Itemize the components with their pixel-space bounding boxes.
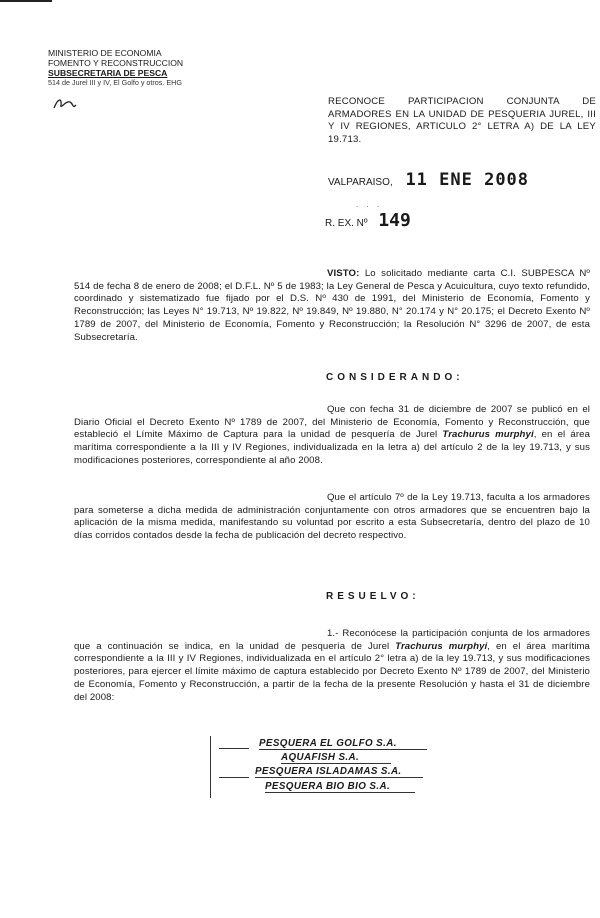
company-item [259, 738, 427, 749]
fill-rule [219, 748, 249, 749]
species-name: Trachurus murphyi [395, 640, 488, 652]
company-name: AQUAFISH S.A. [281, 752, 360, 763]
resuelvo-heading: RESUELVO: [326, 591, 420, 602]
company-item [265, 781, 415, 792]
place-date-row [328, 170, 529, 194]
considerando-p1-text-a: Que con fecha 31 de diciembre de 2007 se publicó en el Diario Oficial el Decreto Exento Nº 1789 de 2007, del Ministerio de Economía, Fomento y Reconstrucción, que estableció el Límite Máximo de Captura para la unidad de pesquería de Jurel [74, 404, 590, 441]
date-stamp: 11 ENE 2008 [405, 170, 530, 190]
visto-paragraph [74, 268, 590, 344]
dotted-mark: . . . [356, 200, 383, 209]
visto-text: Lo solicitado mediante carta C.I. SUBPESCA Nº 514 de fecha 8 de enero de 2008; el D.F.L. Nº 5 de 1983; la Ley General de Pesca y Acuicultura, cuyo texto refundido, coordinado y sistematizado fue fijado por el D.S. Nº 430 de 1991, del Ministerio de Economía, Fomento y Reconstrucción; las Leyes N° 19.713, Nº 19.822, Nº 19.849, Nº 19.880, N° 20.174 y N° 20.175; el Decreto Exento Nº 1789 de 2007, del Ministerio de Economía, Fomento y Reconstrucción; la Resolución N° 3296 de 2007, de esta Subsecretaría. [74, 268, 590, 343]
company-item [255, 766, 423, 777]
resuelvo-paragraph-1 [74, 628, 590, 704]
document-subject: RECONOCE PARTICIPACION CONJUNTA DE ARMADORES EN LA UNIDAD DE PESQUERIA JUREL, III Y IV REGIONES, ARTICULO 2° LETRA A) DE LA LEY 19.713. [328, 96, 596, 145]
company-name: PESQUERA ISLADAMAS S.A. [255, 766, 402, 777]
considerando-p1-text-b: , en el área marítima correspondiente a la III y IV Regiones, individualizada en la letra a) del artículo 2 de la ley 19.713, y sus modificaciones posteriores, correspondiente al año 2008. [74, 429, 591, 466]
company-list [210, 736, 439, 798]
resolution-number-row [325, 210, 411, 231]
visto-label: VISTO: [327, 268, 360, 279]
letterhead-ministry: MINISTERIO DE ECONOMIA [48, 48, 162, 58]
species-name: Trachurus murphyi [442, 429, 534, 441]
fill-rule [219, 777, 249, 778]
considerando-paragraph-1 [74, 404, 590, 468]
letterhead-reference: 514 de Jurel III y IV, El Golfo y otros. EHG [48, 78, 182, 87]
letterhead-subsecretaria: SUBSECRETARIA DE PESCA [48, 68, 168, 78]
place-city: VALPARAISO, [328, 177, 393, 188]
letterhead-ministry-cont: FOMENTO Y RECONSTRUCCION [48, 58, 184, 68]
resuelvo-p1-text-b: , en el área marítima correspondiente a la III y IV Regiones, individualizada en el artículo 2° letra a) de la ley 19.713, y sus modificaciones posteriores, para ejercer el límite máximo de captura establecido por Decreto Exento Nº 1789 de 2007, del Ministerio de Economía, Fomento y Reconstrucción, a partir de la fecha de la presente Resolución y hasta el 31 de diciembre del 2008: [74, 640, 590, 703]
resuelvo-p1-text-a: 1.- Reconócese la participación conjunta de los armadores que a continuación se indica, en la unidad de pesquería de Jurel [74, 628, 590, 652]
handwritten-initials [52, 96, 78, 112]
considerando-paragraph-2: Que el artículo 7º de la Ley 19.713, faculta a los armadores para someterse a dicha medida de administración conjuntamente con otros armadores que se encuentren bajo la aplicación de la misma medida, manifestando su voluntad por escrito a esta Subsecretaría, dentro del plazo de 10 días corridos contados desde la fecha de publicación del decreto respectivo. [74, 492, 590, 542]
company-name: PESQUERA BIO BIO S.A. [265, 781, 391, 792]
considerando-heading: CONSIDERANDO: [326, 372, 464, 383]
resolution-label: R. EX. Nº [325, 218, 368, 229]
resolution-number: 149 [378, 210, 411, 231]
top-rule [0, 0, 52, 2]
company-item [281, 752, 391, 763]
letterhead [48, 48, 298, 88]
company-name: PESQUERA EL GOLFO S.A. [259, 738, 397, 749]
